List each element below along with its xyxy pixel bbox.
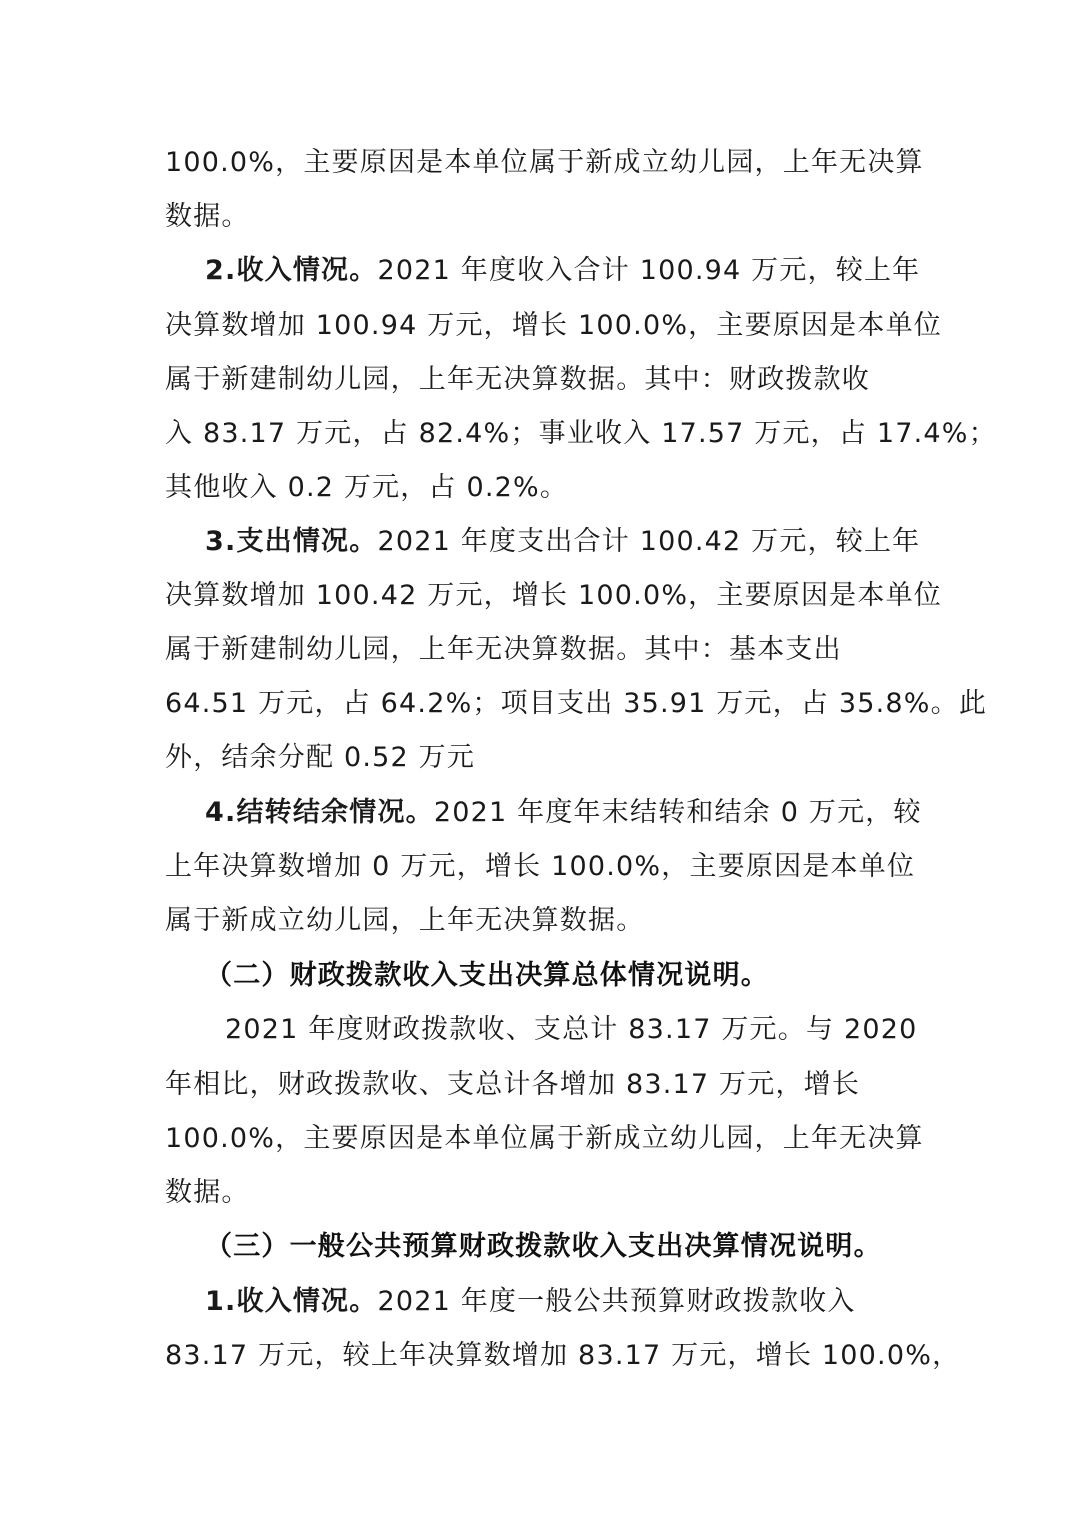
paragraph-line: 2021 年度财政拨款收、支总计 83.17 万元。与 2020 [225, 1014, 918, 1045]
section-heading: 4.结转结余情况。 [205, 797, 434, 828]
section-heading: 2.收入情况。 [205, 255, 378, 286]
paragraph-line: 64.51 万元，占 64.2%；项目支出 35.91 万元，占 35.8%。此 [165, 688, 988, 719]
paragraph-line: 数据。 [165, 201, 250, 232]
paragraph-line: 属于新成立幼儿园，上年无决算数据。 [165, 905, 645, 936]
paragraph-line: 决算数增加 100.42 万元，增长 100.0%，主要原因是本单位 [165, 580, 942, 611]
paragraph-line: 100.0%，主要原因是本单位属于新成立幼儿园，上年无决算 [165, 1123, 924, 1154]
paragraph-line: 2.收入情况。2021 年度收入合计 100.94 万元，较上年 [205, 255, 921, 286]
paragraph-line: 1.收入情况。2021 年度一般公共预算财政拨款收入 [205, 1286, 856, 1317]
paragraph-line: 上年决算数增加 0 万元，增长 100.0%，主要原因是本单位 [165, 851, 916, 882]
paragraph-line: 其他收入 0.2 万元，占 0.2%。 [165, 472, 569, 503]
paragraph-line: 年相比，财政拨款收、支总计各增加 83.17 万元，增长 [165, 1069, 861, 1100]
paragraph-line: 3.支出情况。2021 年度支出合计 100.42 万元，较上年 [205, 526, 921, 557]
paragraph-line: 83.17 万元，较上年决算数增加 83.17 万元，增长 100.0%， [165, 1340, 961, 1371]
paragraph-line: 外，结余分配 0.52 万元 [165, 742, 476, 773]
paragraph-line: 4.结转结余情况。2021 年度年末结转和结余 0 万元，较 [205, 797, 922, 828]
paragraph-line: 100.0%，主要原因是本单位属于新成立幼儿园，上年无决算 [165, 147, 924, 178]
paragraph-line: 属于新建制幼儿园，上年无决算数据。其中：财政拨款收 [165, 364, 870, 395]
paragraph-line: 数据。 [165, 1177, 250, 1208]
paragraph-line: 决算数增加 100.94 万元，增长 100.0%，主要原因是本单位 [165, 310, 942, 341]
section-heading: 1.收入情况。 [205, 1286, 378, 1317]
section-heading: 3.支出情况。 [205, 526, 378, 557]
paragraph-line: 入 83.17 万元，占 82.4%；事业收入 17.57 万元，占 17.4%； [165, 418, 997, 449]
section-title: （二）财政拨款收入支出决算总体情况说明。 [205, 960, 769, 991]
section-title: （三）一般公共预算财政拨款收入支出决算情况说明。 [205, 1231, 882, 1262]
paragraph-line: 属于新建制幼儿园，上年无决算数据。其中：基本支出 [165, 634, 842, 665]
